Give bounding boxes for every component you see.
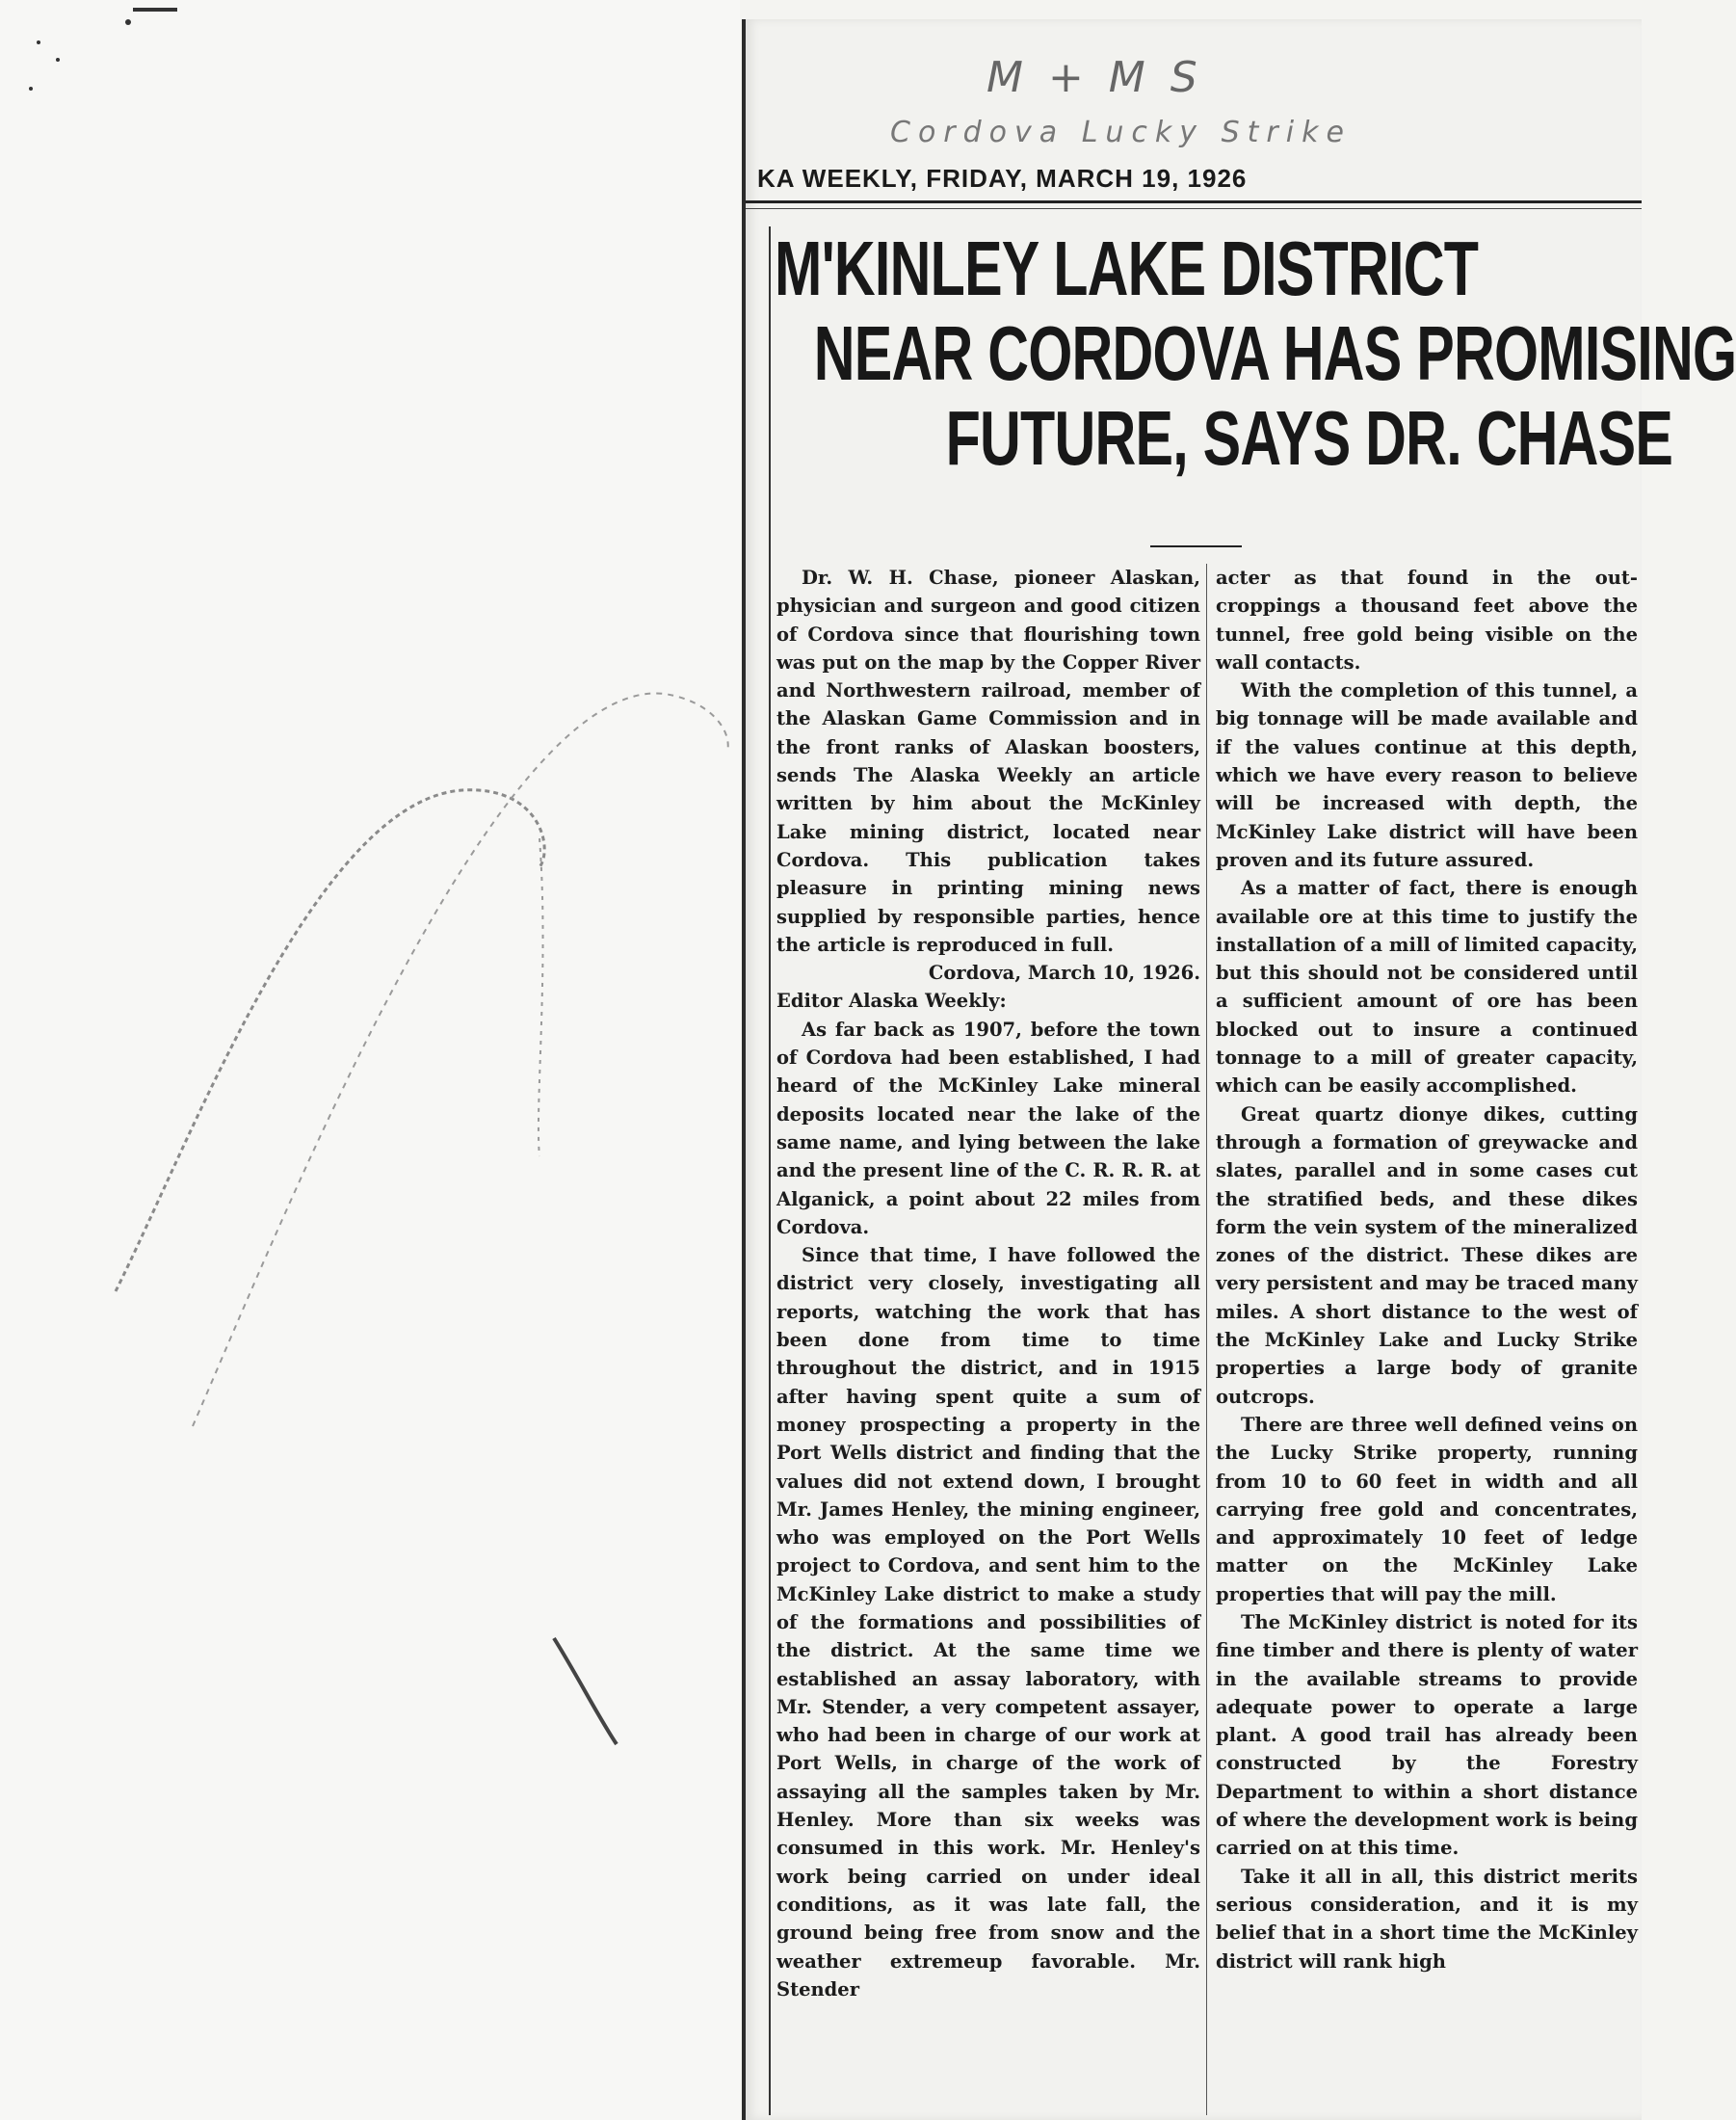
body-paragraph: Take it all in all, this district merits serious consideration, and it is my belief that in a short time the McKinley district will rank high bbox=[1216, 1865, 1638, 1973]
body-paragraph: Since that time, I have followed the district very closely, investigating all reports, watching the work that has been done from time to time throughout the district, and in 1915 after having spent quite a sum of money prospecting a property in the Port Wells district and finding that the values did not extend down, I brought Mr. James Henley, the mining engineer, who was employed on the Port Wells project to Cordova, and sent him to the McKinley Lake district to make a study of the formations and possibilities of the district. At the same time we established an assay laboratory, with Mr. Stender, a very competent assayer, who had been in charge of our work at Port Wells, in charge of the work of assaying all the samples taken by Mr. Henley. More than six weeks was consumed in this work. Mr. Henley's work being carried on under ideal conditions, as it was late fall, the ground being free from snow and the weather extremeup favorable. Mr. Stender bbox=[776, 1244, 1200, 2001]
masthead-rule-thin bbox=[746, 208, 1642, 209]
body-paragraph: With the completion of this tunnel, a big tonnage will be made available and if the values continue at this depth, which we have every reason to believe will be increased with depth, the McKinley Lake district will have been proven and its future assured. bbox=[1216, 679, 1638, 871]
article-column-1 bbox=[776, 564, 1200, 2003]
letter-dateline: Cordova, March 10, 1926. bbox=[928, 962, 1200, 985]
handwritten-subnote: Cordova Lucky Strike bbox=[890, 116, 1352, 149]
scan-streak-marks bbox=[0, 0, 740, 2120]
headline-line-1: M'KINLEY LAKE DISTRICT bbox=[775, 225, 1479, 311]
blank-scan-margin bbox=[0, 0, 740, 2120]
article-headline bbox=[775, 225, 1736, 481]
body-paragraph: As a matter of fact, there is enough available ore at this time to justify the installation of a mill of limited capacity, but this should not be considered until a sufficient amount of ore has been blocked out to insure a continued tonnage to a mill of greater capacity, which can be easily accomplished. bbox=[1216, 877, 1638, 1098]
headline-line-2: NEAR CORDOVA HAS PROMISING bbox=[813, 310, 1736, 396]
headline-line-3: FUTURE, SAYS DR. CHASE bbox=[945, 395, 1673, 481]
article-column-2 bbox=[1216, 564, 1638, 1975]
body-paragraph: As far back as 1907, before the town of Cordova had been established, I had heard of the McKinley Lake mineral deposits located near the lake of the same name, and lying between the lake and the present line of the C. R. R. R. at Alganick, a point about 22 miles from Cordova. bbox=[776, 1018, 1200, 1238]
body-paragraph: The McKinley district is noted for its fine timber and there is plenty of water in the available streams to provide adequate power to operate a large plant. A good trail has already been constructed by the Forestry Department to within a short distance of where the development work is being carried on at this time. bbox=[1216, 1610, 1638, 1860]
article-left-rule bbox=[769, 226, 771, 2115]
body-paragraph: acter as that found in the out-croppings a thousand feet above the tunnel, free gold being visible on the wall contacts. bbox=[1216, 567, 1638, 674]
masthead-rule bbox=[746, 200, 1642, 203]
headline-divider bbox=[1150, 545, 1242, 547]
body-paragraph: Great quartz dionye dikes, cutting through a formation of greywacke and slates, parallel and in some cases cut the stratified beds, and these dikes form the vein system of the mineralized zones of the district. These dikes are very persistent and may be traced many miles. A short distance to the west of the McKinley Lake and Lucky Strike properties a large body of granite outcrops. bbox=[1216, 1102, 1638, 1408]
handwritten-note: M + M S bbox=[986, 53, 1203, 102]
masthead-dateline: KA WEEKLY, FRIDAY, MARCH 19, 1926 bbox=[757, 164, 1248, 193]
body-paragraph: There are three well defined veins on the Lucky Strike property, running from 10 to 60 feet in width and all carrying free gold and concentrates, and approximately 10 feet of ledge matter on the McKinley Lake properties that will pay the mill. bbox=[1216, 1413, 1638, 1605]
letter-salutation: Editor Alaska Weekly: bbox=[776, 990, 1007, 1013]
intro-paragraph: Dr. W. H. Chase, pioneer Alaskan, physician and surgeon and good citizen of Cordova since that flourishing town was put on the map by the Copper River and Northwestern railroad, member of the Alaskan Game Commission and in the front ranks of Alaskan boosters, sends The Alaska Weekly an article written by him about the McKinley Lake mining district, located near Cordova. This publication takes pleasure in printing mining news supplied by responsible parties, hence the article is reproduced in full. bbox=[776, 567, 1200, 956]
newspaper-clipping bbox=[742, 19, 1736, 2120]
column-divider bbox=[1206, 564, 1207, 2115]
